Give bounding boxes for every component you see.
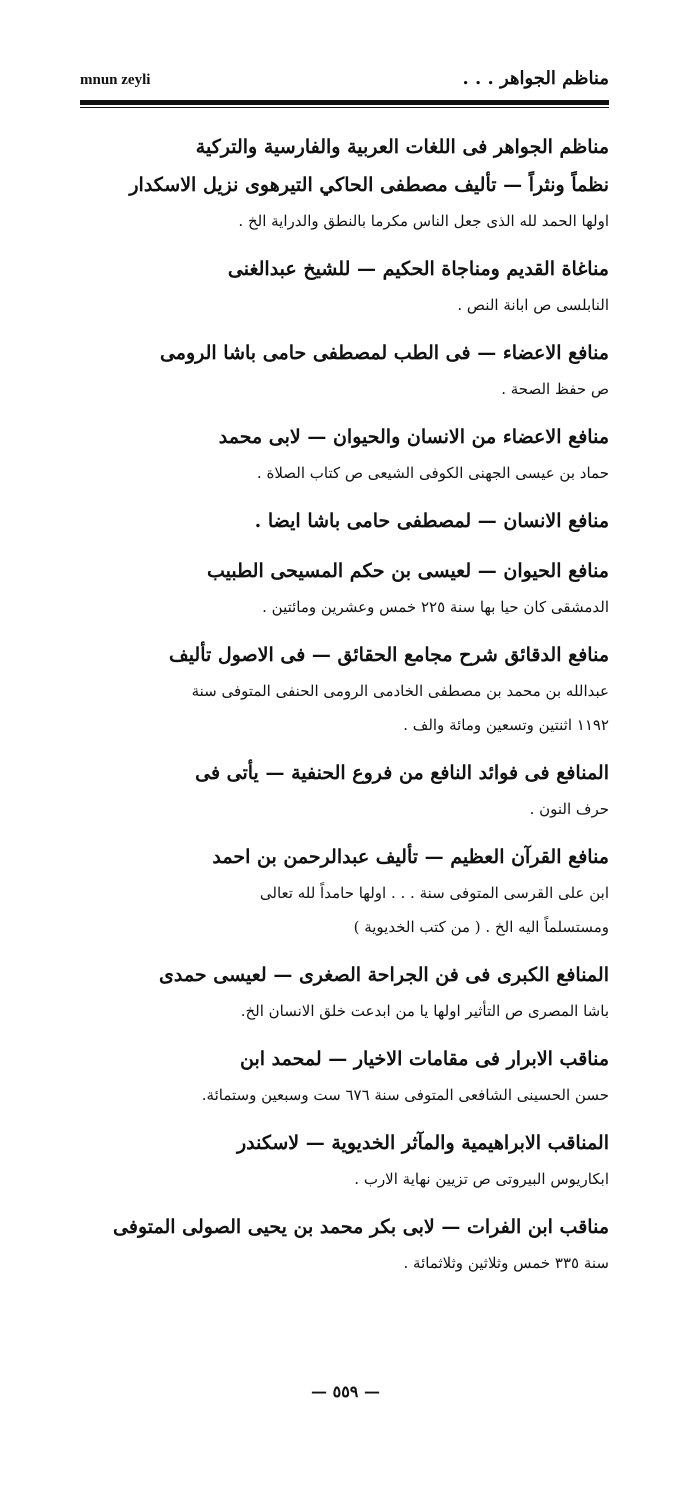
entry-title-line: منافع الاعضاء من الانسان والحيوان — لابى محمد bbox=[218, 426, 609, 448]
entry-line: عبدالله بن محمد بن مصطفى الخادمى الرومى الحنفى المتوفى سنة bbox=[191, 682, 609, 700]
entry-line: باشا المصرى ص التأثير اولها يا من ابدعت خلق الانسان الخ. bbox=[240, 1002, 609, 1020]
entry-line: الدمشقى كان حيا بها سنة ٢٢٥ خمس وعشرين ومائتين . bbox=[262, 598, 609, 616]
entry-title-line: منافع الحيوان — لعيسى بن حكم المسيحى الطبيب bbox=[206, 560, 609, 582]
entry-title-line: مناغاة القديم ومناجاة الحكيم — للشيخ عبدالغنى bbox=[227, 258, 609, 280]
entry-line: حرف النون . bbox=[529, 800, 609, 818]
entry bbox=[80, 1124, 609, 1196]
header-left-text: mnun zeyli bbox=[80, 72, 151, 88]
entry bbox=[80, 250, 609, 322]
entry bbox=[80, 502, 609, 540]
entry-line: نظماً ونثراً — تأليف مصطفى الحاكي التيرهوى نزيل الاسكدار bbox=[129, 174, 609, 196]
entry-title-line: المنافع الكبرى فى فن الجراحة الصغرى — لعيسى حمدى bbox=[159, 964, 609, 986]
entry-title-line: مناقب ابن الفرات — لابى بكر محمد بن يحيى الصولى المتوفى bbox=[113, 1216, 609, 1238]
entry-line: حماد بن عيسى الجهنى الكوفى الشيعى ص كتاب الصلاة . bbox=[256, 464, 609, 482]
entry-line: ص حفظ الصحة . bbox=[501, 380, 609, 398]
entry-title-line: المنافع فى فوائد النافع من فروع الحنفية — يأتى فى bbox=[195, 762, 609, 784]
entry-line: حسن الحسينى الشافعى المتوفى سنة ٦٧٦ ست وسبعين وستمائة. bbox=[201, 1086, 609, 1104]
entries-list bbox=[80, 128, 609, 1292]
entry bbox=[80, 1040, 609, 1112]
entry-title-line: منافع الاعضاء — فى الطب لمصطفى حامى باشا الرومى bbox=[159, 342, 609, 364]
entry bbox=[80, 754, 609, 826]
entry bbox=[80, 334, 609, 406]
header-rule-thin bbox=[80, 107, 609, 108]
entry-line: ابكاريوس البيروتى ص تزيين نهاية الارب . bbox=[354, 1170, 609, 1188]
entry-title-line: مناقب الابرار فى مقامات الاخيار — لمحمد ابن bbox=[239, 1048, 609, 1070]
entry bbox=[80, 128, 609, 238]
entry-line: ومستسلماً اليه الخ . ( من كتب الخديوية ) bbox=[353, 918, 609, 936]
entry-title-line: منافع الانسان — لمصطفى حامى باشا ايضا . bbox=[254, 510, 609, 532]
running-header bbox=[80, 68, 609, 98]
entry bbox=[80, 418, 609, 490]
entry-title-line: منافع القرآن العظيم — تأليف عبدالرحمن بن احمد bbox=[212, 846, 609, 868]
entry-line: ١١٩٢ اثنتين وتسعين ومائة والف . bbox=[403, 716, 609, 734]
entry-line: ابن على القرسى المتوفى سنة . . . اولها حامداً لله تعالى bbox=[259, 884, 609, 902]
entry-line: سنة ٣٣٥ خمس وثلاثين وثلاثمائة . bbox=[403, 1254, 609, 1272]
entry bbox=[80, 1208, 609, 1280]
entry-title-line: المناقب الابراهيمية والمآثر الخديوية — لاسكندر bbox=[236, 1132, 609, 1154]
header-rule bbox=[80, 100, 609, 105]
header-right-text: مناظم الجواهر . . . bbox=[462, 68, 609, 89]
entry bbox=[80, 636, 609, 742]
entry bbox=[80, 838, 609, 944]
entry bbox=[80, 956, 609, 1028]
entry-line: النابلسى ص ابانة النص . bbox=[457, 296, 609, 314]
entry-title-line: مناظم الجواهر فى اللغات العربية والفارسية والتركية bbox=[195, 136, 609, 158]
page-number: — ٥٥٩ — bbox=[311, 1382, 380, 1401]
entry-line: اولها الحمد لله الذى جعل الناس مكرما بالنطق والدراية الخ . bbox=[238, 212, 609, 230]
entry-title-line: منافع الدقائق شرح مجامع الحقائق — فى الاصول تأليف bbox=[169, 644, 609, 666]
entry bbox=[80, 552, 609, 624]
